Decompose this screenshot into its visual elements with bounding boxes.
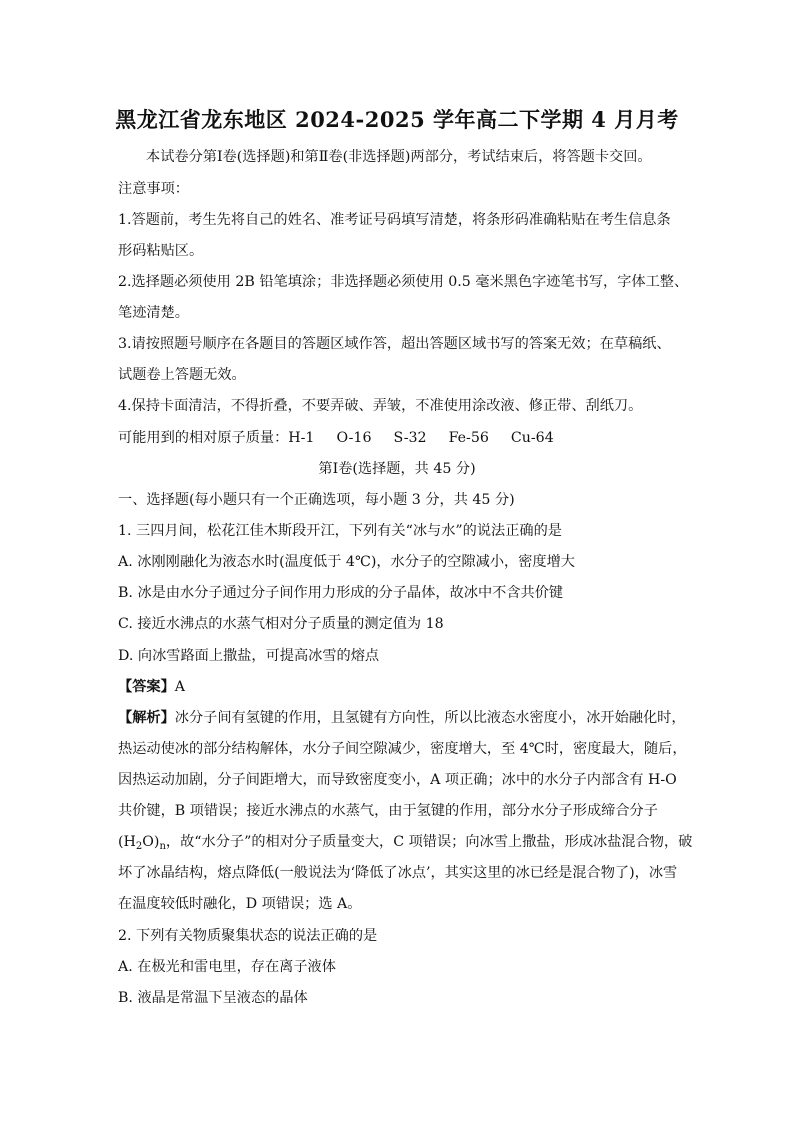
- answer-label: 【答案】: [118, 679, 175, 695]
- formula-open: (H: [118, 834, 136, 850]
- section-title: 第Ⅰ卷(选择题，共 45 分): [318, 461, 476, 477]
- atomic-mass-cu: Cu-64: [510, 430, 554, 446]
- formula-sub-2: 2: [135, 841, 143, 852]
- notice-2-line1: 2.选择题必须使用 2B 铅笔填涂；非选择题必须使用 0.5 毫米黑色字迹笔书写，字体工整、: [118, 274, 689, 290]
- analysis-text: ，故“水分子”的相对分子质量变大，C 项错误；向冰雪上撒盐，形成冰盐混合物，破: [165, 834, 693, 850]
- analysis-label: 【解析】: [118, 710, 175, 726]
- atomic-mass-o: O-16: [336, 430, 372, 446]
- intro-text: 本试卷分第Ⅰ卷(选择题)和第Ⅱ卷(非选择题)两部分，考试结束后，将答题卡交回。: [146, 149, 652, 165]
- q1-answer: [118, 676, 185, 696]
- notice-4: 4.保持卡面清洁，不得折叠，不要弄破、弄皱，不准使用涂改液、修正带、刮纸刀。: [118, 398, 643, 414]
- q1-analysis-line5: [118, 831, 692, 852]
- q1-option-b: B. 冰是由水分子通过分子间作用力形成的分子晶体，故冰中不含共价键: [118, 585, 564, 601]
- q1-analysis-line4: 共价键，B 项错误；接近水沸点的水蒸气，由于氢键的作用，部分水分子形成缔合分子: [118, 803, 658, 819]
- q1-analysis-line2: 热运动使冰的部分结构解体，水分子间空隙减少，密度增大，至 4℃时，密度最大，随后，: [118, 741, 687, 757]
- q1-analysis-line1: [118, 707, 686, 727]
- notice-1-line2: 形码粘贴区。: [118, 243, 204, 259]
- atomic-mass-s: S-32: [393, 430, 427, 446]
- q1-analysis-line7: 在温度较低时融化，D 项错误；选 A。: [118, 896, 362, 912]
- atomic-mass-fe: Fe-56: [448, 430, 489, 446]
- q1-stem: 1. 三四月间，松花江佳木斯段开江，下列有关“冰与水”的说法正确的是: [118, 523, 562, 539]
- q1-option-c: C. 接近水沸点的水蒸气相对分子质量的测定值为 18: [118, 616, 444, 632]
- page-title: 黑龙江省龙东地区 2024-2025 学年高二下学期 4 月月考: [115, 107, 679, 132]
- analysis-text: 冰分子间有氢键的作用，且氢键有方向性，所以比液态水密度小，冰开始融化时，: [174, 710, 686, 726]
- q1-option-d: D. 向冰雪路面上撒盐，可提高冰雪的熔点: [118, 648, 380, 664]
- notice-3-line1: 3.请按照题号顺序在各题目的答题区域作答，超出答题区域书写的答案无效；在草稿纸、: [118, 336, 671, 352]
- formula-close: O): [142, 834, 160, 850]
- notice-heading: 注意事项：: [118, 181, 189, 197]
- notice-3-line2: 试题卷上答题无效。: [118, 367, 246, 383]
- q1-analysis-line3: 因热运动加剧，分子间距增大，而导致密度变小，A 项正确；冰中的水分子内部含有 H-O: [118, 772, 677, 788]
- q2-stem: 2. 下列有关物质聚集状态的说法正确的是: [118, 928, 378, 944]
- notice-1-line1: 1.答题前，考生先将自己的姓名、准考证号码填写清楚，将条形码准确粘贴在考生信息条: [118, 212, 671, 228]
- q2-option-a: A. 在极光和雷电里，存在离子液体: [118, 959, 336, 975]
- answer-value: A: [174, 679, 186, 695]
- q1-analysis-line6: 坏了冰晶结构，熔点降低(一般说法为‘降低了冰点’，其实这里的冰已经是混合物了)，冰雪: [118, 865, 678, 881]
- part-heading: 一、选择题(每小题只有一个正确选项，每小题 3 分，共 45 分): [118, 492, 515, 508]
- formula-sub-n: n: [159, 841, 166, 852]
- atomic-mass-label: 可能用到的相对原子质量：: [118, 430, 289, 446]
- q2-option-b: B. 液晶是常温下呈液态的晶体: [118, 990, 308, 1006]
- atomic-mass-h: H-1: [288, 430, 315, 446]
- atomic-mass-line: [118, 427, 554, 447]
- q1-option-a: A. 冰刚刚融化为液态水时(温度低于 4℃)，水分子的空隙减小，密度增大: [118, 554, 575, 570]
- notice-2-line2: 笔迹清楚。: [118, 305, 189, 321]
